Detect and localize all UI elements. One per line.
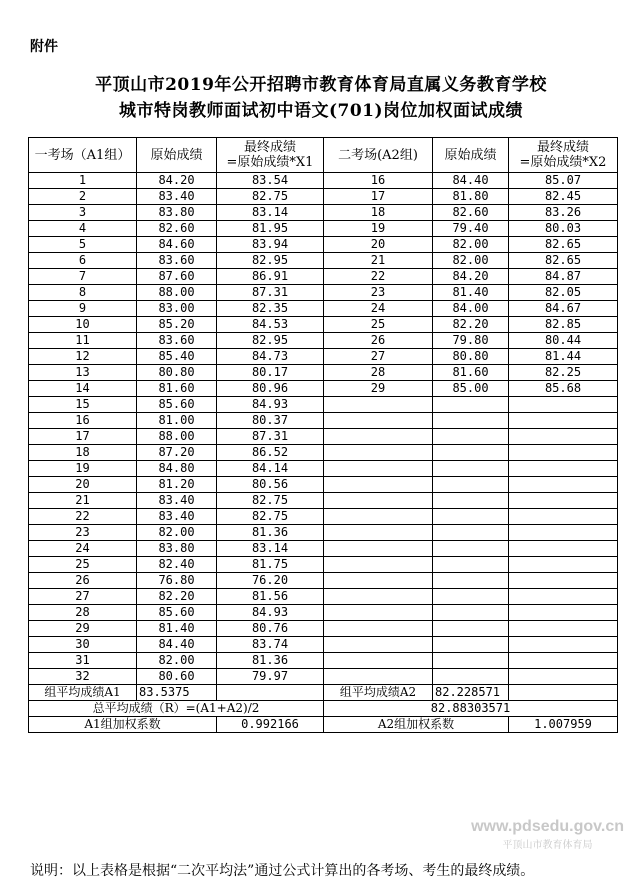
a1-exam-no-cell: 1 bbox=[29, 173, 137, 189]
a2-raw-score-cell: 84.20 bbox=[433, 269, 509, 285]
a2-raw-score-cell: 82.20 bbox=[433, 317, 509, 333]
a1-exam-no-cell: 13 bbox=[29, 365, 137, 381]
a1-coef-value: 0.992166 bbox=[217, 717, 324, 733]
a1-final-score-cell: 76.20 bbox=[217, 573, 324, 589]
a1-final-score-cell: 87.31 bbox=[217, 285, 324, 301]
a1-final-score-cell: 82.75 bbox=[217, 493, 324, 509]
table-row bbox=[29, 509, 618, 525]
empty-cell bbox=[509, 685, 618, 701]
a2-exam-no-cell: 16 bbox=[324, 173, 433, 189]
a2-final-score-cell: 82.05 bbox=[509, 285, 618, 301]
a2-final-score-cell: 84.87 bbox=[509, 269, 618, 285]
header-a2-final-line1: 最终成绩 bbox=[536, 140, 589, 155]
header-a1-room: 一考场（A1组） bbox=[29, 138, 137, 173]
a2-raw-score-cell bbox=[433, 557, 509, 573]
a2-final-score-cell: 82.85 bbox=[509, 317, 618, 333]
a1-final-score-cell: 79.97 bbox=[217, 669, 324, 685]
site-watermark bbox=[471, 818, 624, 851]
table-row bbox=[29, 413, 618, 429]
a2-final-score-cell bbox=[509, 637, 618, 653]
a2-exam-no-cell bbox=[324, 637, 433, 653]
a2-exam-no-cell bbox=[324, 445, 433, 461]
a1-raw-score-cell: 83.40 bbox=[137, 493, 217, 509]
header-a1-final bbox=[217, 138, 324, 173]
a1-raw-score-cell: 85.40 bbox=[137, 349, 217, 365]
a1-raw-score-cell: 80.80 bbox=[137, 365, 217, 381]
a1-final-score-cell: 80.76 bbox=[217, 621, 324, 637]
header-a1-final-line1: 最终成绩 bbox=[243, 140, 296, 155]
table-body bbox=[29, 173, 618, 685]
a1-final-score-cell: 86.91 bbox=[217, 269, 324, 285]
table-summary bbox=[29, 685, 618, 733]
footer-note: 说明：以上表格是根据“二次平均法”通过公式计算出的各考场、考生的最终成绩。 bbox=[30, 863, 535, 879]
a1-raw-score-cell: 83.00 bbox=[137, 301, 217, 317]
a1-exam-no-cell: 8 bbox=[29, 285, 137, 301]
a1-final-score-cell: 82.75 bbox=[217, 509, 324, 525]
a1-final-score-cell: 84.73 bbox=[217, 349, 324, 365]
a2-final-score-cell bbox=[509, 413, 618, 429]
table-row bbox=[29, 221, 618, 237]
a2-raw-score-cell: 82.00 bbox=[433, 253, 509, 269]
a1-raw-score-cell: 82.00 bbox=[137, 525, 217, 541]
a2-exam-no-cell bbox=[324, 605, 433, 621]
a1-raw-score-cell: 83.40 bbox=[137, 509, 217, 525]
table-row bbox=[29, 253, 618, 269]
a2-raw-score-cell bbox=[433, 525, 509, 541]
a1-exam-no-cell: 25 bbox=[29, 557, 137, 573]
attachment-label: 附件 bbox=[30, 39, 58, 55]
table-row bbox=[29, 381, 618, 397]
a1-raw-score-cell: 87.20 bbox=[137, 445, 217, 461]
a2-exam-no-cell bbox=[324, 589, 433, 605]
a2-exam-no-cell: 25 bbox=[324, 317, 433, 333]
a1-raw-score-cell: 83.40 bbox=[137, 189, 217, 205]
a1-exam-no-cell: 27 bbox=[29, 589, 137, 605]
a2-exam-no-cell: 29 bbox=[324, 381, 433, 397]
a2-exam-no-cell: 27 bbox=[324, 349, 433, 365]
a1-raw-score-cell: 76.80 bbox=[137, 573, 217, 589]
a1-final-score-cell: 80.56 bbox=[217, 477, 324, 493]
header-a2-final-line2: =原始成绩*X2 bbox=[519, 155, 607, 170]
a1-raw-score-cell: 84.40 bbox=[137, 637, 217, 653]
a2-exam-no-cell bbox=[324, 669, 433, 685]
table-row bbox=[29, 317, 618, 333]
a1-final-score-cell: 83.14 bbox=[217, 541, 324, 557]
table-row bbox=[29, 301, 618, 317]
a2-raw-score-cell: 81.60 bbox=[433, 365, 509, 381]
a2-raw-score-cell bbox=[433, 461, 509, 477]
a2-raw-score-cell bbox=[433, 493, 509, 509]
document-title-line2: 城市特岗教师面试初中语文(701)岗位加权面试成绩 bbox=[118, 101, 524, 121]
a1-exam-no-cell: 2 bbox=[29, 189, 137, 205]
a1-exam-no-cell: 14 bbox=[29, 381, 137, 397]
empty-cell bbox=[217, 685, 324, 701]
a1-raw-score-cell: 82.60 bbox=[137, 221, 217, 237]
table-row bbox=[29, 493, 618, 509]
a2-final-score-cell bbox=[509, 525, 618, 541]
a2-final-score-cell bbox=[509, 445, 618, 461]
a2-final-score-cell bbox=[509, 605, 618, 621]
a2-raw-score-cell bbox=[433, 445, 509, 461]
a1-exam-no-cell: 26 bbox=[29, 573, 137, 589]
a1-final-score-cell: 82.75 bbox=[217, 189, 324, 205]
a2-final-score-cell: 82.25 bbox=[509, 365, 618, 381]
a1-exam-no-cell: 3 bbox=[29, 205, 137, 221]
a2-exam-no-cell bbox=[324, 477, 433, 493]
a2-exam-no-cell: 17 bbox=[324, 189, 433, 205]
table-row bbox=[29, 365, 618, 381]
a1-final-score-cell: 86.52 bbox=[217, 445, 324, 461]
a1-raw-score-cell: 82.40 bbox=[137, 557, 217, 573]
table-row bbox=[29, 557, 618, 573]
a1-raw-score-cell: 88.00 bbox=[137, 429, 217, 445]
a1-raw-score-cell: 84.80 bbox=[137, 461, 217, 477]
a2-raw-score-cell: 80.80 bbox=[433, 349, 509, 365]
a1-exam-no-cell: 12 bbox=[29, 349, 137, 365]
a2-final-score-cell: 85.68 bbox=[509, 381, 618, 397]
a2-raw-score-cell: 84.40 bbox=[433, 173, 509, 189]
a2-exam-no-cell bbox=[324, 653, 433, 669]
a1-exam-no-cell: 21 bbox=[29, 493, 137, 509]
a1-exam-no-cell: 32 bbox=[29, 669, 137, 685]
a2-final-score-cell bbox=[509, 573, 618, 589]
a2-exam-no-cell bbox=[324, 573, 433, 589]
a1-exam-no-cell: 22 bbox=[29, 509, 137, 525]
a2-final-score-cell: 81.44 bbox=[509, 349, 618, 365]
a1-exam-no-cell: 17 bbox=[29, 429, 137, 445]
a2-final-score-cell bbox=[509, 509, 618, 525]
a2-avg-value: 82.228571 bbox=[433, 685, 509, 701]
a2-raw-score-cell bbox=[433, 429, 509, 445]
a2-raw-score-cell: 84.00 bbox=[433, 301, 509, 317]
summary-row-total-avg bbox=[29, 701, 618, 717]
header-a2-room: 二考场(A2组) bbox=[324, 138, 433, 173]
a1-raw-score-cell: 87.60 bbox=[137, 269, 217, 285]
total-avg-label: 总平均成绩（R）=(A1+A2)/2 bbox=[29, 701, 324, 717]
a1-exam-no-cell: 19 bbox=[29, 461, 137, 477]
a1-raw-score-cell: 80.60 bbox=[137, 669, 217, 685]
header-a1-final-line2: =原始成绩*X1 bbox=[226, 155, 314, 170]
table-row bbox=[29, 445, 618, 461]
a2-exam-no-cell bbox=[324, 413, 433, 429]
a1-exam-no-cell: 29 bbox=[29, 621, 137, 637]
a2-final-score-cell: 82.65 bbox=[509, 253, 618, 269]
table-row bbox=[29, 669, 618, 685]
a1-raw-score-cell: 81.20 bbox=[137, 477, 217, 493]
a1-final-score-cell: 81.75 bbox=[217, 557, 324, 573]
table-row bbox=[29, 397, 618, 413]
a2-final-score-cell: 80.03 bbox=[509, 221, 618, 237]
a2-exam-no-cell bbox=[324, 621, 433, 637]
a1-raw-score-cell: 88.00 bbox=[137, 285, 217, 301]
a2-raw-score-cell: 79.80 bbox=[433, 333, 509, 349]
a1-exam-no-cell: 16 bbox=[29, 413, 137, 429]
a2-raw-score-cell: 82.00 bbox=[433, 237, 509, 253]
a1-final-score-cell: 87.31 bbox=[217, 429, 324, 445]
table-row bbox=[29, 525, 618, 541]
table-row bbox=[29, 237, 618, 253]
table-header-row bbox=[29, 138, 618, 173]
a1-final-score-cell: 81.36 bbox=[217, 525, 324, 541]
a2-raw-score-cell bbox=[433, 413, 509, 429]
a2-raw-score-cell: 82.60 bbox=[433, 205, 509, 221]
a2-exam-no-cell: 24 bbox=[324, 301, 433, 317]
a1-exam-no-cell: 6 bbox=[29, 253, 137, 269]
table-row bbox=[29, 349, 618, 365]
a2-final-score-cell: 80.44 bbox=[509, 333, 618, 349]
a1-raw-score-cell: 84.20 bbox=[137, 173, 217, 189]
a1-final-score-cell: 84.14 bbox=[217, 461, 324, 477]
a1-final-score-cell: 84.93 bbox=[217, 397, 324, 413]
a2-exam-no-cell: 28 bbox=[324, 365, 433, 381]
a2-exam-no-cell bbox=[324, 461, 433, 477]
a2-raw-score-cell bbox=[433, 621, 509, 637]
watermark-org: 平顶山市教育体育局 bbox=[502, 840, 593, 851]
a2-raw-score-cell bbox=[433, 541, 509, 557]
a2-raw-score-cell bbox=[433, 477, 509, 493]
a1-raw-score-cell: 82.00 bbox=[137, 653, 217, 669]
a2-exam-no-cell bbox=[324, 509, 433, 525]
a1-exam-no-cell: 18 bbox=[29, 445, 137, 461]
a1-avg-value: 83.5375 bbox=[137, 685, 217, 701]
a2-raw-score-cell: 81.40 bbox=[433, 285, 509, 301]
a1-raw-score-cell: 82.20 bbox=[137, 589, 217, 605]
a2-coef-label: A2组加权系数 bbox=[324, 717, 509, 733]
a1-exam-no-cell: 11 bbox=[29, 333, 137, 349]
a1-raw-score-cell: 85.60 bbox=[137, 605, 217, 621]
table-row bbox=[29, 637, 618, 653]
table-row bbox=[29, 589, 618, 605]
a1-exam-no-cell: 10 bbox=[29, 317, 137, 333]
a1-exam-no-cell: 24 bbox=[29, 541, 137, 557]
a2-raw-score-cell bbox=[433, 589, 509, 605]
table-row bbox=[29, 461, 618, 477]
a1-exam-no-cell: 15 bbox=[29, 397, 137, 413]
table-row bbox=[29, 333, 618, 349]
a1-final-score-cell: 82.35 bbox=[217, 301, 324, 317]
a2-final-score-cell bbox=[509, 429, 618, 445]
table-row bbox=[29, 429, 618, 445]
a2-raw-score-cell: 81.80 bbox=[433, 189, 509, 205]
a2-raw-score-cell bbox=[433, 653, 509, 669]
a1-raw-score-cell: 83.60 bbox=[137, 333, 217, 349]
a2-exam-no-cell: 21 bbox=[324, 253, 433, 269]
table-row bbox=[29, 573, 618, 589]
a1-final-score-cell: 81.95 bbox=[217, 221, 324, 237]
a2-exam-no-cell: 23 bbox=[324, 285, 433, 301]
a2-final-score-cell bbox=[509, 653, 618, 669]
a1-exam-no-cell: 20 bbox=[29, 477, 137, 493]
table-row bbox=[29, 541, 618, 557]
score-table bbox=[28, 137, 618, 733]
a2-final-score-cell: 85.07 bbox=[509, 173, 618, 189]
a1-exam-no-cell: 7 bbox=[29, 269, 137, 285]
table-row bbox=[29, 477, 618, 493]
a2-raw-score-cell bbox=[433, 397, 509, 413]
a2-final-score-cell bbox=[509, 669, 618, 685]
a1-raw-score-cell: 81.60 bbox=[137, 381, 217, 397]
a2-exam-no-cell bbox=[324, 557, 433, 573]
table-row bbox=[29, 285, 618, 301]
a1-exam-no-cell: 31 bbox=[29, 653, 137, 669]
a1-exam-no-cell: 9 bbox=[29, 301, 137, 317]
a1-final-score-cell: 83.14 bbox=[217, 205, 324, 221]
a2-final-score-cell bbox=[509, 477, 618, 493]
a1-coef-label: A1组加权系数 bbox=[29, 717, 217, 733]
a1-final-score-cell: 83.94 bbox=[217, 237, 324, 253]
a1-final-score-cell: 83.74 bbox=[217, 637, 324, 653]
a2-exam-no-cell bbox=[324, 541, 433, 557]
a1-final-score-cell: 84.93 bbox=[217, 605, 324, 621]
a2-final-score-cell bbox=[509, 397, 618, 413]
a2-final-score-cell bbox=[509, 541, 618, 557]
a1-raw-score-cell: 83.60 bbox=[137, 253, 217, 269]
a2-raw-score-cell bbox=[433, 573, 509, 589]
watermark-url: www.pdsedu.gov.cn bbox=[471, 818, 624, 835]
a2-avg-label: 组平均成绩A2 bbox=[324, 685, 433, 701]
a2-raw-score-cell bbox=[433, 669, 509, 685]
table-row bbox=[29, 621, 618, 637]
table-row bbox=[29, 653, 618, 669]
a1-exam-no-cell: 30 bbox=[29, 637, 137, 653]
a2-raw-score-cell: 79.40 bbox=[433, 221, 509, 237]
a2-exam-no-cell bbox=[324, 429, 433, 445]
a2-final-score-cell bbox=[509, 621, 618, 637]
a2-exam-no-cell bbox=[324, 397, 433, 413]
a2-exam-no-cell: 19 bbox=[324, 221, 433, 237]
a1-final-score-cell: 83.54 bbox=[217, 173, 324, 189]
a1-exam-no-cell: 28 bbox=[29, 605, 137, 621]
a1-final-score-cell: 81.56 bbox=[217, 589, 324, 605]
table-row bbox=[29, 605, 618, 621]
summary-row-coef bbox=[29, 717, 618, 733]
document-title-line1: 平顶山市2019年公开招聘市教育体育局直属义务教育学校 bbox=[95, 75, 547, 95]
a1-final-score-cell: 82.95 bbox=[217, 253, 324, 269]
header-a2-raw: 原始成绩 bbox=[433, 138, 509, 173]
a1-final-score-cell: 80.96 bbox=[217, 381, 324, 397]
header-a1-raw: 原始成绩 bbox=[137, 138, 217, 173]
total-avg-value: 82.88303571 bbox=[324, 701, 618, 717]
a2-final-score-cell: 82.45 bbox=[509, 189, 618, 205]
header-a2-final bbox=[509, 138, 618, 173]
a1-exam-no-cell: 5 bbox=[29, 237, 137, 253]
table-row bbox=[29, 173, 618, 189]
a2-raw-score-cell bbox=[433, 509, 509, 525]
table-row bbox=[29, 189, 618, 205]
table-row bbox=[29, 269, 618, 285]
a2-raw-score-cell: 85.00 bbox=[433, 381, 509, 397]
a1-final-score-cell: 81.36 bbox=[217, 653, 324, 669]
a2-raw-score-cell bbox=[433, 637, 509, 653]
a1-raw-score-cell: 81.40 bbox=[137, 621, 217, 637]
a2-exam-no-cell: 22 bbox=[324, 269, 433, 285]
a2-raw-score-cell bbox=[433, 605, 509, 621]
a1-exam-no-cell: 4 bbox=[29, 221, 137, 237]
a1-raw-score-cell: 84.60 bbox=[137, 237, 217, 253]
a1-exam-no-cell: 23 bbox=[29, 525, 137, 541]
a2-final-score-cell bbox=[509, 557, 618, 573]
a1-raw-score-cell: 85.60 bbox=[137, 397, 217, 413]
a1-avg-label: 组平均成绩A1 bbox=[29, 685, 137, 701]
a2-final-score-cell bbox=[509, 461, 618, 477]
a2-exam-no-cell bbox=[324, 493, 433, 509]
a1-raw-score-cell: 83.80 bbox=[137, 205, 217, 221]
a1-final-score-cell: 80.17 bbox=[217, 365, 324, 381]
a2-final-score-cell bbox=[509, 589, 618, 605]
a1-final-score-cell: 84.53 bbox=[217, 317, 324, 333]
table-row bbox=[29, 205, 618, 221]
a2-exam-no-cell bbox=[324, 525, 433, 541]
a2-final-score-cell: 82.65 bbox=[509, 237, 618, 253]
summary-row-group-avg bbox=[29, 685, 618, 701]
a2-coef-value: 1.007959 bbox=[509, 717, 618, 733]
a1-final-score-cell: 80.37 bbox=[217, 413, 324, 429]
a2-exam-no-cell: 26 bbox=[324, 333, 433, 349]
a2-final-score-cell bbox=[509, 493, 618, 509]
a2-exam-no-cell: 20 bbox=[324, 237, 433, 253]
a1-final-score-cell: 82.95 bbox=[217, 333, 324, 349]
a2-final-score-cell: 84.67 bbox=[509, 301, 618, 317]
a1-raw-score-cell: 81.00 bbox=[137, 413, 217, 429]
a2-final-score-cell: 83.26 bbox=[509, 205, 618, 221]
a1-raw-score-cell: 83.80 bbox=[137, 541, 217, 557]
a1-raw-score-cell: 85.20 bbox=[137, 317, 217, 333]
a2-exam-no-cell: 18 bbox=[324, 205, 433, 221]
